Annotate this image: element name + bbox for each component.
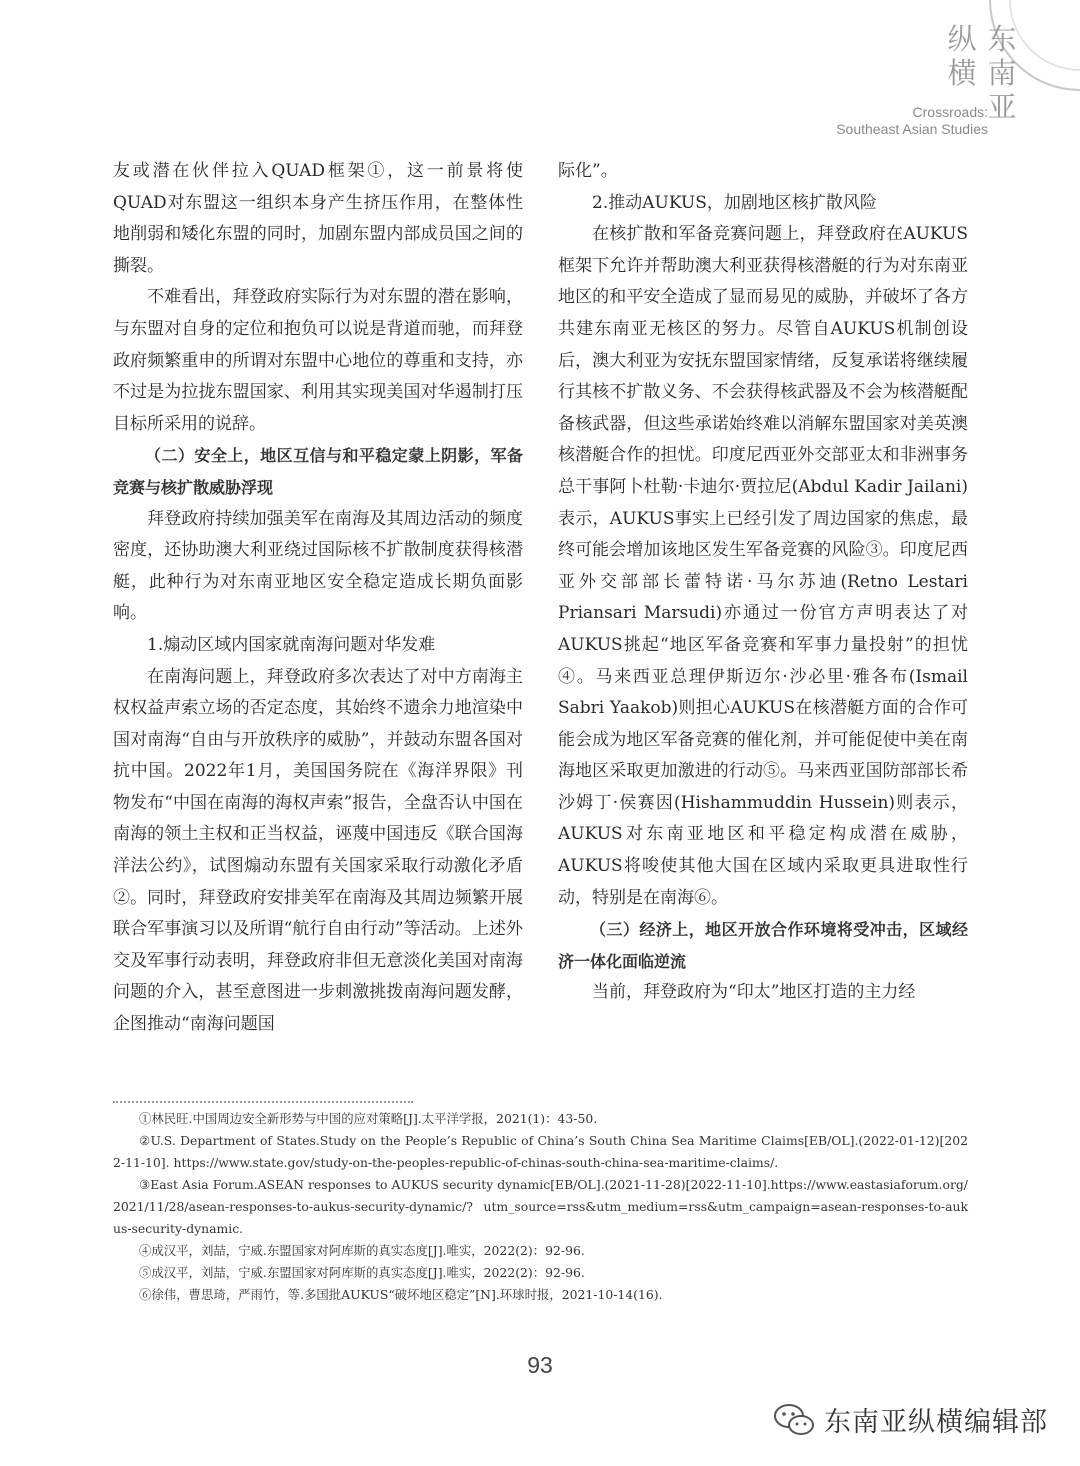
section-heading: （三）经济上，地区开放合作环境将受冲击，区域经济一体化面临逆流 [558,920,968,971]
watermark [772,1400,1048,1439]
right-column [558,156,968,1009]
journal-title-cn-part1: 纵横 [947,22,977,90]
paragraph: 拜登政府持续加强美军在南海及其周边活动的频度密度，还协助澳大利亚绕过国际核不扩散制度获得核潜艇，此种行为对东南亚地区安全稳定造成长期负面影响。 [113,508,523,624]
footnote: ①林民旺.中国周边安全新形势与中国的应对策略[J].太平洋学报，2021(1)：43-50. [139,1111,598,1126]
journal-header [720,22,1020,162]
paragraph: 在核扩散和军备竞赛问题上，拜登政府在AUKUS框架下允许并帮助澳大利亚获得核潜艇的行为对东南亚地区的和平安全造成了显而易见的威胁，并破坏了各方共建东南亚无核区的努力。尽管自AUKUS机制创设后，澳大利亚为安抚东盟国家情绪，反复承诺将继续履行其核不扩散义务、不会获得核武器及不会为核潜艇配备核武器，但这些承诺始终难以消解东盟国家对美英澳核潜艇合作的担忧。印度尼西亚外交部亚太和非洲事务总干事阿卜杜勒·卡迪尔·贾拉尼(Abdul Kadir Jailani)表示，AUKUS事实上已经引发了周边国家的焦虑，最终可能会增加该地区发生军备竞赛的风险③。印度尼西亚外交部部长蕾特诺·马尔苏迪(Retno Lestari Priansari Marsudi)亦通过一份官方声明表达了对AUKUS挑起“地区军备竞赛和军事力量投射”的担忧④。马来西亚总理伊斯迈尔·沙必里·雅各布(Ismail Sabri Yaakob)则担心AUKUS在核潜艇方面的合作可能会成为地区军备竞赛的催化剂，并可能促使中美在南海地区采取更加激进的行动⑤。马来西亚国防部部长希沙姆丁·侯赛因(Hishammuddin Hussein)则表示，AUKUS对东南亚地区和平稳定构成潜在威胁，AUKUS将唆使其他大国在区域内采取更具进取性行动，特别是在南海⑥。 [558,224,968,908]
left-column [113,156,523,1041]
subsection-heading: 1.煽动区域内国家就南海问题对华发难 [147,634,436,655]
journal-title-en-line2: Southeast Asian Studies [836,121,988,137]
paragraph: 际化”。 [558,161,618,181]
journal-title-cn-part2: 东南亚 [987,22,1017,124]
page-number: 93 [527,1352,553,1378]
footnotes [113,1108,968,1306]
footnote: ③East Asia Forum.ASEAN responses to AUKUS security dynamic[EB/OL].(2021-11-28)[2022-11-10].https://www.eastasiaforum.org/2021/11/28/asean-responses-to-aukus-security-dynamic/? utm_source=rss&utm_medium=rss&utm_campaign=asean-responses-to-aukus-security-dynamic. [113,1177,968,1236]
journal-title-en-line1: Crossroads: [912,104,988,120]
footnote: ④成汉平，刘喆，宁威.东盟国家对阿库斯的真实态度[J].唯实，2022(2)：92-96. [139,1243,585,1258]
footnote: ⑤成汉平，刘喆，宁威.东盟国家对阿库斯的真实态度[J].唯实，2022(2)：92-96. [139,1265,585,1280]
footnote-divider [113,1101,413,1103]
wechat-icon [772,1402,816,1438]
paragraph: 在南海问题上，拜登政府多次表达了对中方南海主权权益声索立场的否定态度，其始终不遗余力地渲染中国对南海“自由与开放秩序的威胁”，并鼓动东盟各国对抗中国。2022年1月，美国国务院在《海洋界限》刊物发布“中国在南海的海权声索”报告，全盘否认中国在南海的领土主权和正当权益，诬蔑中国违反《联合国海洋法公约》，试图煽动东盟有关国家采取行动激化矛盾②。同时，拜登政府安排美军在南海及其周边频繁开展联合军事演习以及所谓“航行自由行动”等活动。上述外交及军事行动表明，拜登政府非但无意淡化美国对南海问题的介入，甚至意图进一步刺激挑拨南海问题发酵，企图推动“南海问题国 [113,666,523,1035]
footnote: ②U.S. Department of States.Study on the People’s Republic of China’s South China Sea Maritime Claims[EB/OL].(2022-01-12)[2022-11-10]. https://www.state.gov/study-on-the-peoples-republic-of-chinas-south-china-sea-maritime-claims/. [113,1133,968,1170]
paragraph: 友或潜在伙伴拉入QUAD框架①，这一前景将使QUAD对东盟这一组织本身产生挤压作用，在整体性地削弱和矮化东盟的同时，加剧东盟内部成员国之间的撕裂。 [113,161,523,276]
subsection-heading: 2.推动AUKUS，加剧地区核扩散风险 [592,192,877,213]
journal-title-en [836,104,988,138]
paragraph: 当前，拜登政府为“印太”地区打造的主力经 [592,982,916,1003]
watermark-text: 东南亚纵横编辑部 [824,1407,1048,1438]
footnote: ⑥徐伟，曹思琦，严雨竹，等.多国批AUKUS“破坏地区稳定”[N].环球时报，2021-10-14(16). [139,1287,663,1302]
section-heading: （二）安全上，地区互信与和平稳定蒙上阴影，军备竞赛与核扩散威胁浮现 [113,446,523,497]
paragraph: 不难看出，拜登政府实际行为对东盟的潜在影响，与东盟对自身的定位和抱负可以说是背道而驰，而拜登政府频繁重申的所谓对东盟中心地位的尊重和支持，亦不过是为拉拢东盟国家、利用其实现美国对华遏制打压目标所采用的说辞。 [113,287,523,434]
